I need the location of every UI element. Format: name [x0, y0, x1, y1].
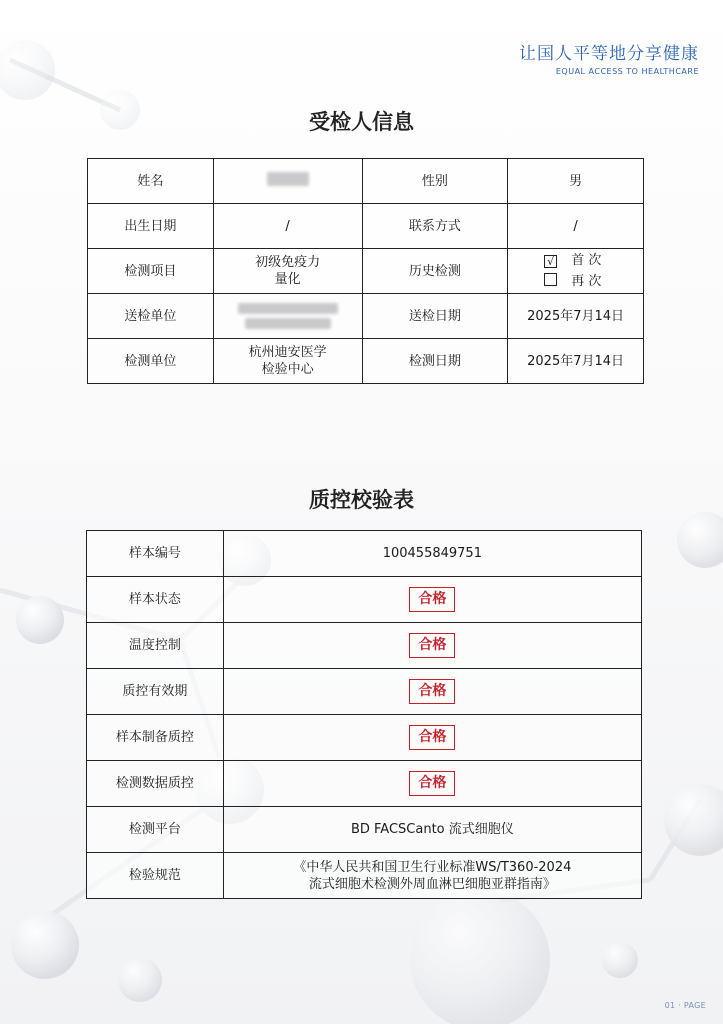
history-option-repeat	[544, 271, 637, 292]
test-date-label: 检测日期	[362, 339, 508, 384]
dob-value: /	[213, 204, 362, 249]
table-row	[88, 339, 644, 384]
standard-line2: 流式细胞术检测外周血淋巴细胞亚群指南》	[308, 876, 556, 892]
brand-header	[519, 44, 699, 76]
history-options	[508, 249, 644, 294]
table-row	[87, 807, 642, 853]
pass-stamp: 合格	[409, 633, 455, 658]
standard-value	[223, 853, 641, 899]
contact-value: /	[508, 204, 644, 249]
examinee-info-title: 受检人信息	[309, 110, 414, 134]
sample-id-value: 100455849751	[223, 531, 641, 577]
page-number: 01 · PAGE	[664, 1001, 706, 1010]
history-option-repeat-label: 再 次	[571, 274, 602, 289]
table-row	[88, 294, 644, 339]
qc-table	[86, 530, 642, 899]
history-option-first-label: 首 次	[571, 253, 602, 268]
contact-label: 联系方式	[362, 204, 508, 249]
test-date-value: 2025年7月14日	[508, 339, 644, 384]
test-item-value	[213, 249, 362, 294]
history-label: 历史检测	[362, 249, 508, 294]
test-item-line2: 量化	[274, 272, 301, 287]
pass-stamp: 合格	[409, 679, 455, 704]
qc-table-title: 质控校验表	[309, 488, 414, 512]
qc-row-label: 温度控制	[87, 623, 224, 669]
name-value-redacted	[213, 159, 362, 204]
lab-value	[213, 339, 362, 384]
qc-row-result	[223, 761, 641, 807]
sample-id-label: 样本编号	[87, 531, 224, 577]
brand-slogan-en: EQUAL ACCESS TO HEALTHCARE	[555, 67, 699, 76]
sender-value-redacted	[213, 294, 362, 339]
gender-label: 性别	[362, 159, 508, 204]
test-item-label: 检测项目	[88, 249, 214, 294]
pass-stamp: 合格	[409, 725, 455, 750]
pass-stamp: 合格	[409, 771, 455, 796]
gender-value: 男	[508, 159, 644, 204]
table-row	[87, 715, 642, 761]
table-row	[87, 623, 642, 669]
table-row	[87, 669, 642, 715]
table-row	[87, 531, 642, 577]
qc-row-label: 检测数据质控	[87, 761, 224, 807]
lab-line2: 检验中心	[261, 362, 314, 377]
qc-row-result	[223, 669, 641, 715]
dob-label: 出生日期	[88, 204, 214, 249]
qc-row-result	[223, 623, 641, 669]
qc-row-label: 样本制备质控	[87, 715, 224, 761]
table-row	[87, 577, 642, 623]
table-row	[87, 761, 642, 807]
empty-checkbox-icon	[544, 273, 557, 286]
qc-row-label: 质控有效期	[87, 669, 224, 715]
qc-row-result	[223, 715, 641, 761]
sender-label: 送检单位	[88, 294, 214, 339]
test-item-line1: 初级免疫力	[255, 255, 321, 270]
checked-checkbox-icon: √	[544, 255, 557, 268]
table-row	[88, 159, 644, 204]
qc-row-label: 样本状态	[87, 577, 224, 623]
send-date-value: 2025年7月14日	[508, 294, 644, 339]
platform-value: BD FACSCanto 流式细胞仪	[223, 807, 641, 853]
platform-label: 检测平台	[87, 807, 224, 853]
standard-line1: 《中华人民共和国卫生行业标准WS/T360-2024	[293, 859, 572, 875]
qc-row-result	[223, 577, 641, 623]
table-row	[87, 853, 642, 899]
table-row	[88, 204, 644, 249]
pass-stamp: 合格	[409, 587, 455, 612]
table-row	[88, 249, 644, 294]
history-option-first	[544, 250, 637, 271]
brand-slogan-cn: 让国人平等地分享健康	[519, 44, 699, 64]
lab-line1: 杭州迪安医学	[248, 345, 327, 360]
standard-label: 检验规范	[87, 853, 224, 899]
lab-label: 检测单位	[88, 339, 214, 384]
send-date-label: 送检日期	[362, 294, 508, 339]
name-label: 姓名	[88, 159, 214, 204]
examinee-info-table	[87, 158, 644, 384]
